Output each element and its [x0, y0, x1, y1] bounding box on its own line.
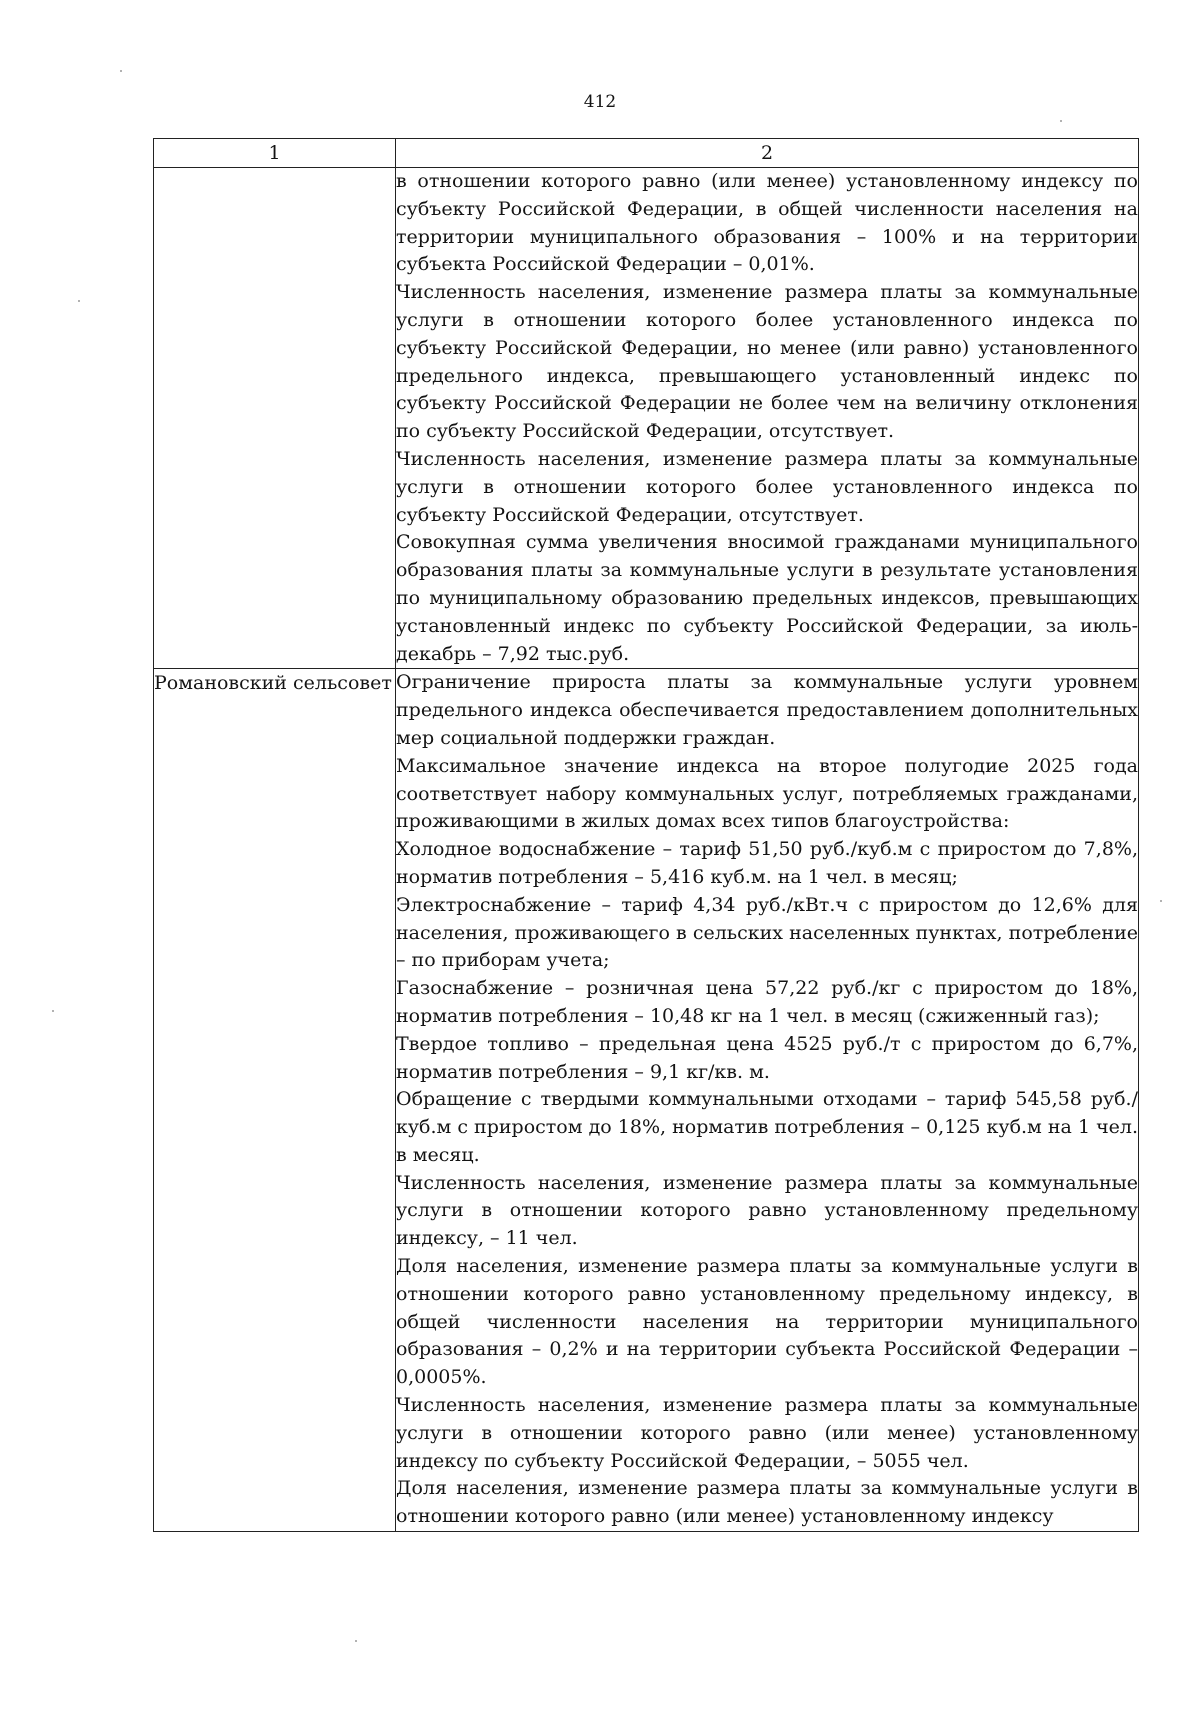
description-paragraph: Электроснабжение – тариф 4,34 руб./кВт.ч с приростом до 12,6% для населения, проживающего в сельских населенных пунктах, потребление – по приборам учета; [396, 893, 1138, 972]
description-paragraph: Численность населения, изменение размера платы за коммунальные услуги в отношении которого равно установленному предельному индексу, – 11 чел. [396, 1171, 1138, 1250]
description-paragraph: Газоснабжение – розничная цена 57,22 руб./кг с приростом до 18%, норматив потребления – 10,48 кг на 1 чел. в месяц (сжиженный газ); [396, 977, 1138, 1027]
scan-speck [120, 70, 122, 72]
document-table [153, 138, 1139, 1532]
description-paragraph: Доля населения, изменение размера платы за коммунальные услуги в отношении которого равно (или менее) установленному индексу [396, 1477, 1138, 1528]
municipality-name-cell [154, 168, 396, 669]
column-header-1: 1 [154, 139, 396, 168]
description-paragraph: Максимальное значение индекса на второе полугодие 2025 года соответствует набору коммунальных услуг, потребляемых гражданами, проживающими в жилых домах всех типов благоустройства: [396, 754, 1138, 833]
description-paragraph: Твердое топливо – предельная цена 4525 руб./т с приростом до 6,7%, норматив потребления – 9,1 кг/кв. м. [396, 1032, 1138, 1083]
description-paragraph: Холодное водоснабжение – тариф 51,50 руб./куб.м с приростом до 7,8%, норматив потребления – 5,416 куб.м. на 1 чел. в месяц; [396, 838, 1138, 888]
page-number: 412 [583, 92, 617, 112]
column-header-2: 2 [396, 139, 1139, 168]
description-paragraph: Численность населения, изменение размера платы за коммунальные услуги в отношении которого более установленного индекса по субъекту Российской Федерации, но менее (или равно) установленного предельного индекса, превышающего установленный индекс по субъекту Российской Федерации не более чем на величину отклонения по субъекту Российской Федерации, отсутствует. [396, 281, 1138, 443]
description-paragraph: Совокупная сумма увеличения вносимой гражданами муниципального образования платы за коммунальные услуги в результате установления по муниципальному образованию предельных индексов, превышающих установленный индекс по субъекту Российской Федерации, за июль-декабрь – 7,92 тыс.руб. [396, 531, 1138, 665]
description-paragraph: Доля населения, изменение размера платы за коммунальные услуги в отношении которого равно установленному предельному индексу, в общей численности населения на территории муниципального образования – 0,2% и на территории субъекта Российской Федерации – 0,0005%. [396, 1255, 1138, 1389]
description-paragraph: в отношении которого равно (или менее) установленному индексу по субъекту Российской Федерации, в общей численности населения на территории муниципального образования – 100% и на территории субъекта Российской Федерации – 0,01%. [396, 170, 1138, 276]
table-row [154, 669, 1139, 1532]
description-cell [396, 669, 1139, 1532]
description-paragraph: Обращение с твердыми коммунальными отходами – тариф 545,58 руб./куб.м с приростом до 18%, норматив потребления – 0,125 куб.м на 1 чел. в месяц. [396, 1088, 1138, 1166]
description-paragraph: Численность населения, изменение размера платы за коммунальные услуги в отношении которого равно (или менее) установленному индексу по субъекту Российской Федерации, – 5055 чел. [396, 1394, 1138, 1472]
table-header-row [154, 139, 1139, 168]
description-paragraph: Ограничение прироста платы за коммунальные услуги уровнем предельного индекса обеспечивается предоставлением дополнительных мер социальной поддержки граждан. [396, 671, 1138, 749]
table-row [154, 168, 1139, 669]
description-paragraph: Численность населения, изменение размера платы за коммунальные услуги в отношении которого более установленного индекса по субъекту Российской Федерации, отсутствует. [396, 447, 1138, 526]
scan-speck [78, 300, 80, 302]
scan-speck [1060, 120, 1062, 122]
scan-speck [355, 1640, 357, 1642]
description-cell [396, 168, 1139, 669]
municipality-name-cell: Романовский сельсовет [154, 669, 396, 1532]
scan-speck [1160, 900, 1162, 902]
scan-speck [52, 1010, 54, 1012]
